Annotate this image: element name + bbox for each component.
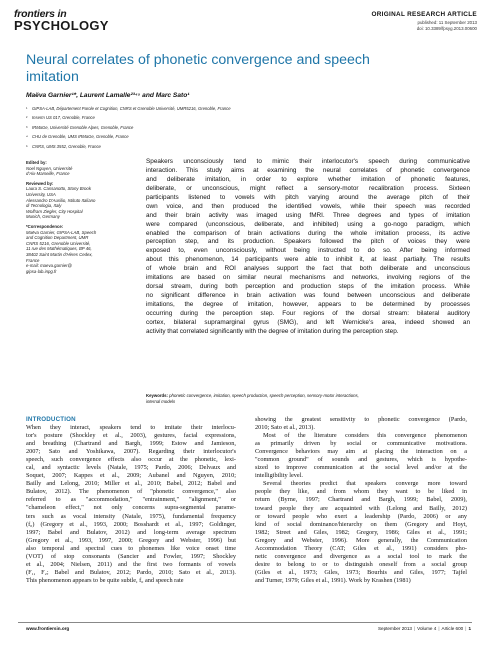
body-column-left: When they interact, speakers tend to imitate their interlocu- tor's posture (Shockley et al., 2003), gestures, facial expressions, and breathing (Chartrand and Bargh, 1999; Estow and Jamieson, 2007; Sato and Yoshikawa, 2007). Regarding their interlocutor's speech, such convergence effects also occur at the phonetic, lexi- cal, and syntactic levels (Natale, 1975; Pardo, 2006; Delvaux and Soquet, 2007; Kappes et al., 2009; Aubanel and Nguyen, 2010; Bailly and Lelong, 2010; Miller et al., 2010; Babel, 2012; Babel and Bulatov, 2012). The phenomenon of "phonetic convergence," also referred to as "accommodation," "entrainment," "alignment," or "chameleon effect," not only concerns supra-segmental parame- ters such as vocal intensity (Natale, 1975), fundamental frequency (f₀) (Gregory et al., 1993, 2000; Bosshardt et al., 1997; Goldinger, 1997; Babel and Bulatov, 2012) and long-term average spectrum (Gregory et al., 1993, 1997, 2000; Gregory and Webster, 1996) but also temporal and spectral cues to phonemes like voice onset time (VOT) of stop consonants (Sancier and Fowler, 1997; Shockley et al., 2004; Nielsen, 2011) and the first two formants of vowels (F₁, F₂; Babel and Bulatov, 2012; Pardo, 2010; Sato et al., 2013). This phenomenon appears to be quite subtle, f₀ and speech rate xyxy=(26,424,236,584)
doi: doi: 10.3389/fpsyg.2013.00600 xyxy=(416,25,477,31)
journal-logo-top: frontiers in xyxy=(14,8,67,20)
body-column-right: showing the greatest sensitivity to phonetic convergence (Pardo, 2010; Sato et al., 2013). Most of the literature considers this convergence phenomenon as primarily driven by social or communicative motivations. Convergence behaviors may aim at placing the interaction on a "common ground" of sounds and gestures, which is hypothe- sized to improve communication at the social level and/or at the intelligibility level. Several theories predict that speakers converge more toward people they like, and from whom they want to be liked in return (Byrne, 1997; Chartrand and Bargh, 1999; Babel, 2009), toward people they are acquainted with (Lelong and Bailly, 2012) or toward people who exert a leadership (Pardo, 2006) or any kind of social dominance/hierarchy on them (Gregory and Hoyt, 1982; Street and Giles, 1982; Gregory, 1986; Giles et al., 1991; Gregory and Webster, 1996). More generally, the Communication Accommodation Theory (CAT; Giles et al., 1991) considers pho- netic convergence and divergence as a social tool to mark the desire to belong to or to distinguish oneself from a social group (Giles et al., 1973; Giles, 1973; Bourhis and Giles, 1977; Tajfel and Turner, 1979; Giles et al., 1991). Work by Krashen (1981) xyxy=(255,416,467,584)
reviewed-by-block: Reviewed by: Laura S. Cassanotto, Stony Brook University, USA Alessandro D'Ausilio, Istituto Italiano di Tecnologia, Italy Wolfram Ziegler, City Hospital Munich, Germany xyxy=(26,181,124,220)
affiliation: ¹ GIPSA-LAB, Département Parole et Cognition, CNRS et Grenoble Université, UMR5216, Grenoble, France xyxy=(26,106,231,111)
edited-by-block: Edited by: Noel Nguyen, Université d'Aix-Marseille, France xyxy=(26,160,124,177)
title-line: imitation xyxy=(26,69,79,85)
correspondence-block: *Correspondence: Maëva Garnier, GIPSA-LAB, Speech and Cognition Department, UMR CNRS 5216, Grenoble Université, 11 rue des Mathématiques, BP 46, 38402 Saint Martin d'Hères Cedex, France e-mail: maeva.garnier@ gipsa-lab.inpg.fr xyxy=(26,224,124,274)
affiliation: ⁵ CNRS, UMS 3552, Grenoble, France xyxy=(26,143,101,149)
title-line: Neural correlates of phonetic convergence and speech xyxy=(26,52,370,68)
publication-meta xyxy=(417,20,477,31)
journal-url-link[interactable]: www.frontiersin.org xyxy=(26,626,70,631)
correspondence-label: *Correspondence: xyxy=(26,223,64,229)
keywords: Keywords: phonetic convergence, imitation, speech production, speech perception, sensory-motor interactions, internal models xyxy=(146,393,359,405)
issue-date: September 2013 xyxy=(377,626,412,631)
article-type: ORIGINAL RESEARCH ARTICLE xyxy=(371,11,477,18)
volume: Volume 4 xyxy=(417,626,437,631)
footer-citation: September 2013 | Volume 4 | Article 600 | 1 xyxy=(377,626,471,631)
keywords-label: Keywords: xyxy=(146,393,168,398)
affiliation: ² Inserm US 017, Grenoble, France xyxy=(26,115,95,121)
article-number: Article 600 xyxy=(441,626,464,631)
article-title xyxy=(26,52,446,86)
footer-rule xyxy=(18,622,472,623)
introduction-heading: INTRODUCTION xyxy=(26,416,76,423)
published-date: published: 11 September 2013 xyxy=(417,20,477,25)
email-link[interactable]: e-mail: maeva.garnier@ xyxy=(26,263,72,269)
reviewed-by-label: Reviewed by: xyxy=(26,180,54,186)
edited-by-label: Edited by: xyxy=(26,160,47,165)
email-link[interactable]: gipsa-lab.inpg.fr xyxy=(26,268,57,274)
affiliation: ⁴ CHU de Grenoble, UMS IRMaGe, Grenoble, France xyxy=(26,134,129,140)
page-number: 1 xyxy=(468,626,471,631)
authors: Maëva Garnier¹*, Laurent Lamalle²³⁴⁵ and Marc Sato¹ xyxy=(26,92,190,99)
sidebar xyxy=(26,160,124,278)
journal-logo-bottom: PSYCHOLOGY xyxy=(14,18,109,33)
affiliation: ³ IRMaGe, Université Grenoble Alpes, Grenoble, France xyxy=(26,124,134,130)
affiliations xyxy=(26,104,231,151)
abstract: Speakers unconsciously tend to mimic their interlocutor's speech during communicative interaction. This study aims at examining the neural correlates of phonetic convergence and deliberate imitation, in order to explore whether imitation of phonetic features, deliberate, or unconscious, might reflect a sensory-motor recalibration process. Sixteen participants listened to vowels with pitch varying around the average pitch of their own voice, and then produced the identified vowels, while their speech was recorded and their brain activity was imaged using fMRI. Three degrees and types of imitation were compared (unconscious, deliberate, and inhibited) using a go-nogo paradigm, which enabled the comparison of brain activations during the whole imitation process, its active perception step, and its production. Speakers followed the pitch of voices they were exposed to, even unconsciously, without being instructed to do so. After being informed about this phenomenon, 14 participants were able to inhibit it, at least partially. The results of whole brain and ROI analyses support the fact that both deliberate and unconscious imitations are based on similar neural mechanisms and networks, involving regions of the dorsal stream, during both perception and production steps of the imitation process. While no significant difference in brain activation was found between unconscious and deliberate imitations, the degree of imitation, however, appears to be determined by processes occurring during the perception step. Four regions of the dorsal stream: bilateral auditory cortex, bilateral supramarginal gyrus (SMG), and left Wernicke's area, indeed showed an activity that correlated significantly with the degree of imitation during the perception step. xyxy=(146,158,470,335)
